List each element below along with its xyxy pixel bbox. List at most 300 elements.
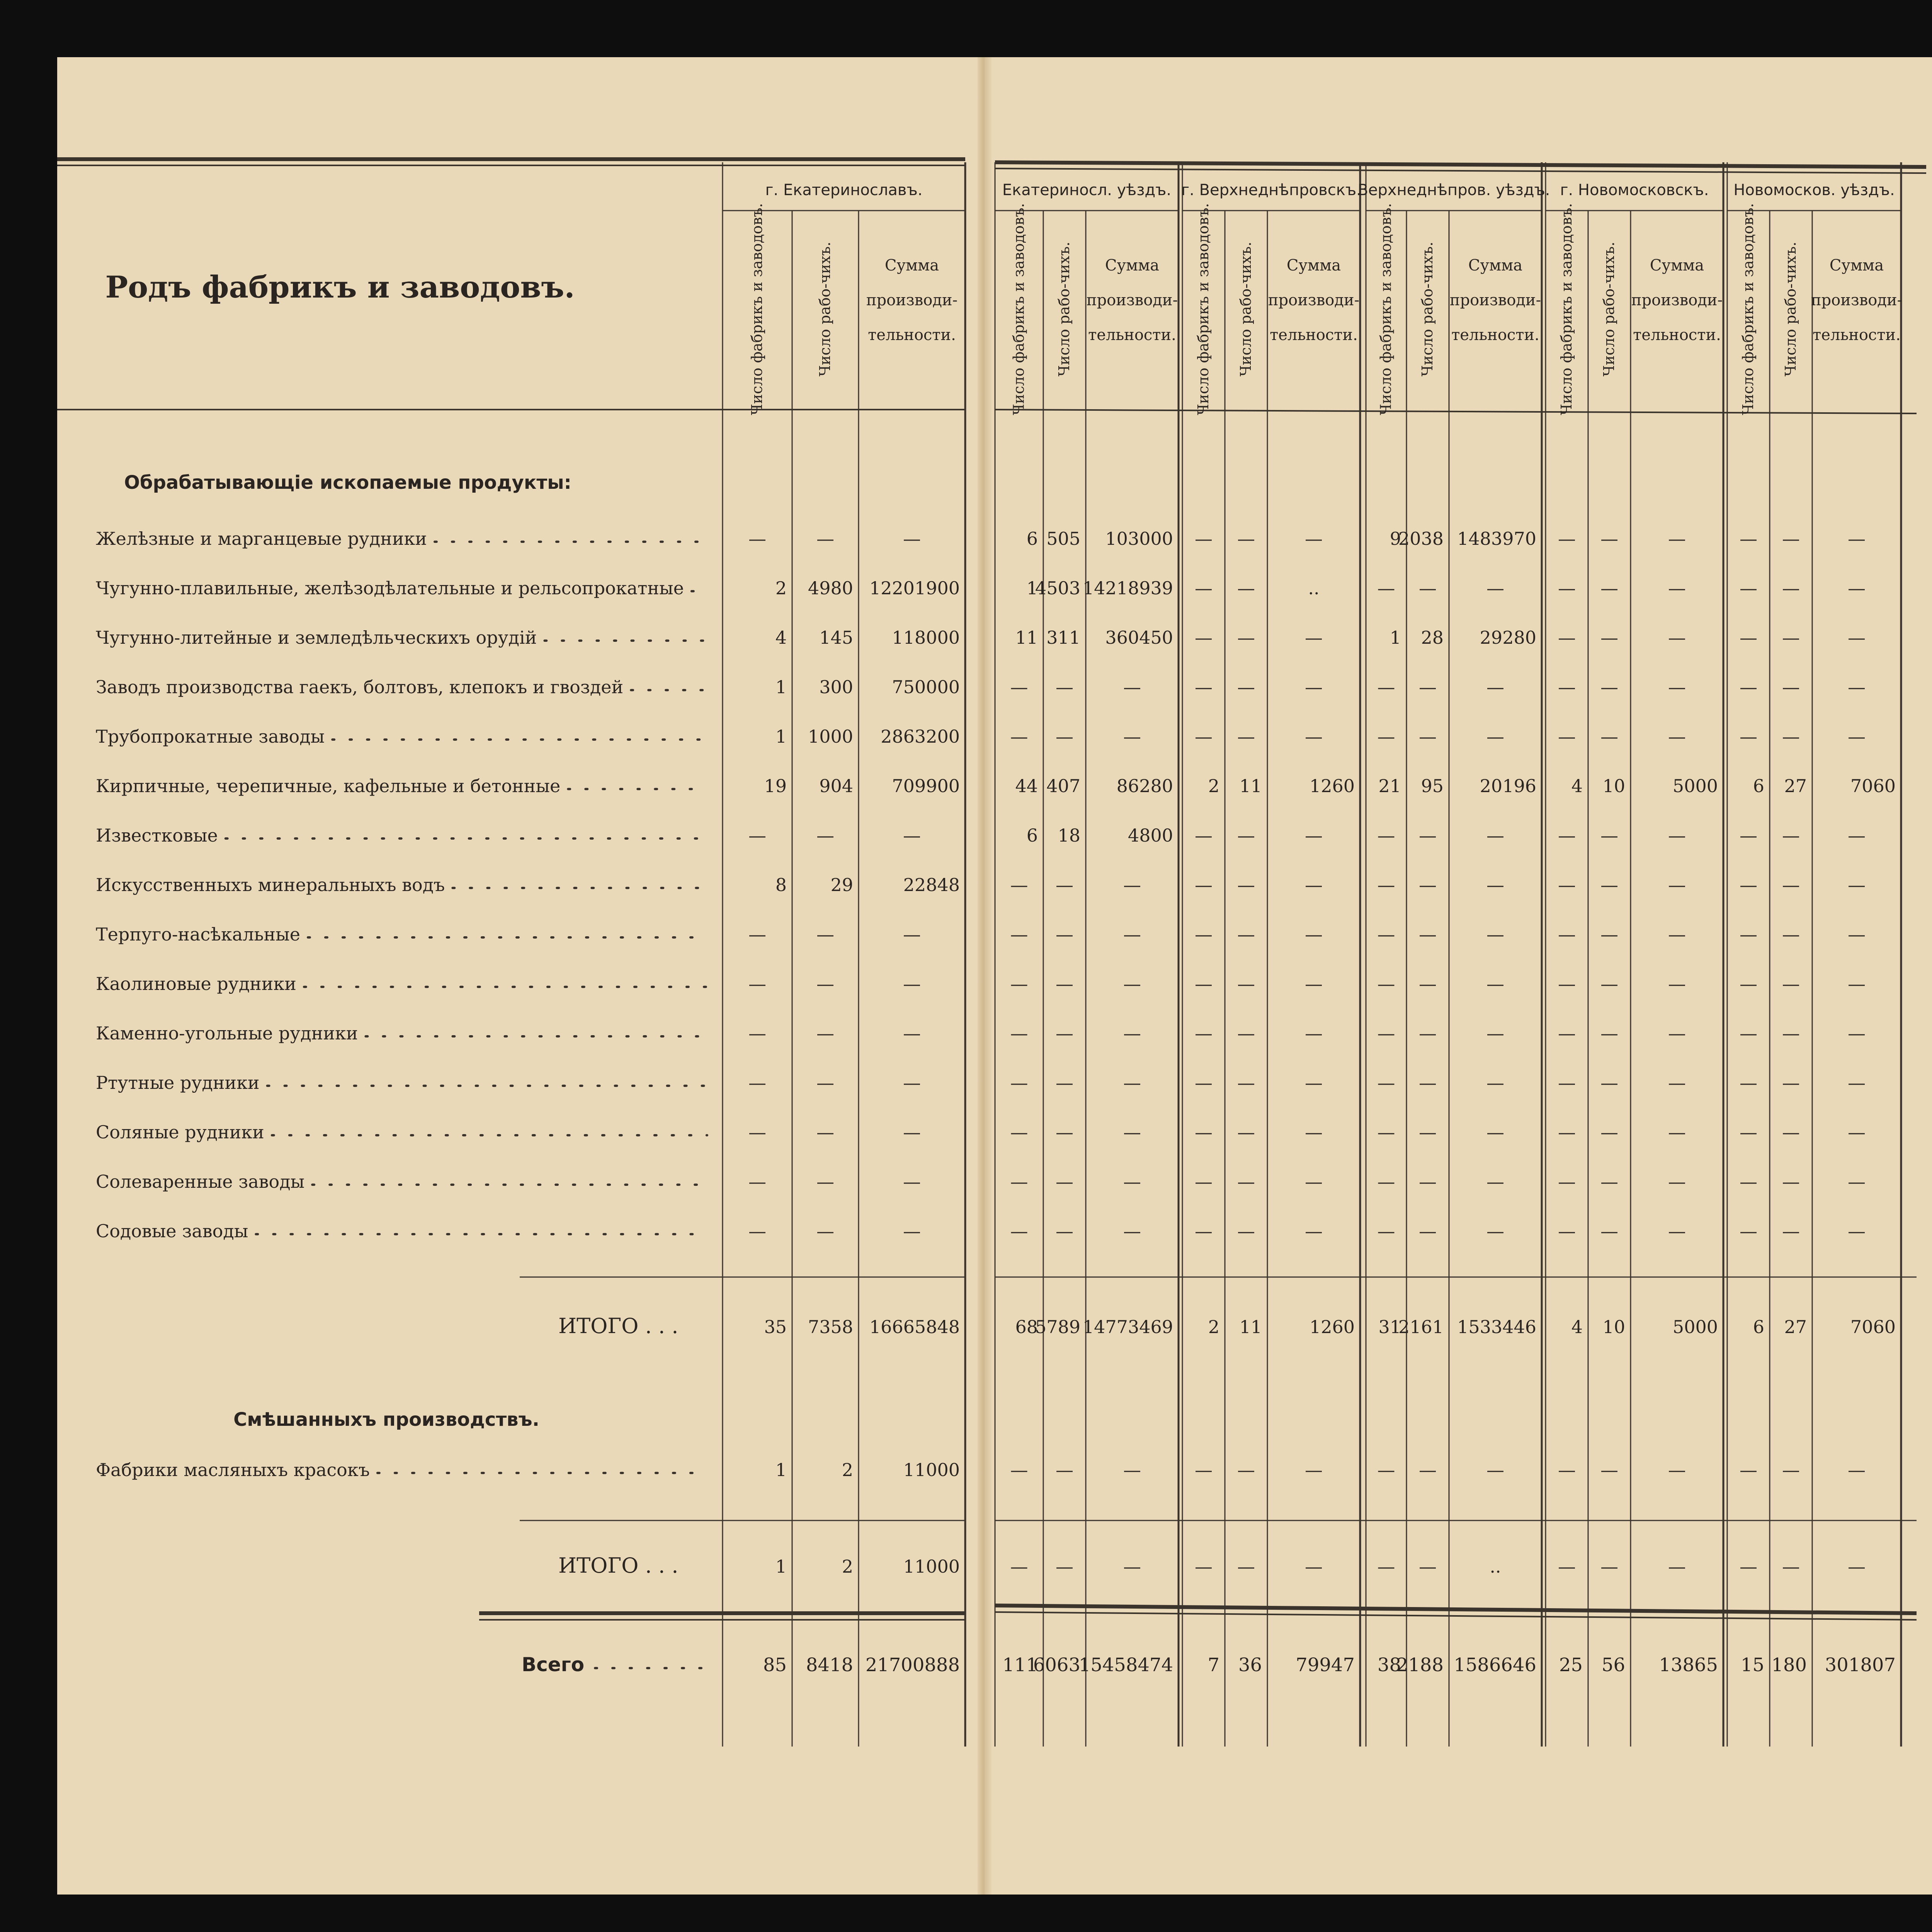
table-cell: — — [1782, 1072, 1800, 1093]
table-cell: — — [1600, 1023, 1618, 1044]
table-cell: — — [1056, 874, 1073, 895]
subtotal-cell: — — [1195, 1556, 1213, 1577]
table-cell: — — [816, 973, 834, 994]
subtotal-cell: 1533446 — [1457, 1316, 1536, 1337]
rows.4-label: Трубопрокатные заводы — [96, 726, 325, 747]
table-cell: — — [1558, 973, 1576, 994]
table-cell: — — [1740, 973, 1757, 994]
table-cell: — — [1056, 726, 1073, 747]
table-cell: — — [1123, 874, 1141, 895]
table-cell: — — [1558, 1122, 1576, 1143]
table-cell: — — [816, 1122, 834, 1143]
table-cell: — — [1123, 1171, 1141, 1192]
subtotal-cell: — — [1782, 1556, 1800, 1577]
table-cell: 1260 — [1309, 776, 1355, 796]
table-cell: .. — [1308, 578, 1320, 599]
table-cell: — — [1056, 1459, 1073, 1480]
table-cell: — — [1419, 1122, 1437, 1143]
table-cell: — — [1600, 1171, 1618, 1192]
table-cell: — — [1486, 825, 1504, 846]
table-cell: 505 — [1046, 528, 1080, 549]
table-cell: — — [748, 528, 766, 549]
table-cell: — — [1237, 578, 1255, 599]
table-cell: 6 — [1753, 776, 1764, 796]
grand-total-cell: 79947 — [1296, 1654, 1355, 1676]
total-rule — [995, 1605, 1917, 1613]
table-cell: — — [748, 1171, 766, 1192]
group-title: Новомосков. уѣздъ. — [1733, 181, 1895, 199]
table-cell: — — [1419, 1023, 1437, 1044]
subtotal-cell: — — [1740, 1556, 1757, 1577]
table-cell: 904 — [819, 776, 853, 796]
table-cell: — — [816, 1171, 834, 1192]
table-cell: — — [1195, 1023, 1213, 1044]
table-cell: — — [1377, 1459, 1395, 1480]
sum-column-header: производи- — [1086, 291, 1178, 309]
table-cell: — — [903, 825, 921, 846]
table-cell: 311 — [1046, 627, 1080, 648]
table-cell: — — [1782, 973, 1800, 994]
table-cell: — — [1782, 1171, 1800, 1192]
table-cell: — — [1782, 924, 1800, 945]
table-cell: — — [1740, 924, 1757, 945]
subtotal-cell: 14773469 — [1082, 1316, 1173, 1337]
table-cell: 1 — [775, 677, 787, 697]
sum-column-header: производи- — [1449, 291, 1541, 309]
table-cell: 2038 — [1398, 528, 1444, 549]
table-cell: — — [1668, 874, 1686, 895]
table-cell: — — [1782, 578, 1800, 599]
table-cell: 11 — [1239, 776, 1262, 796]
table-cell: — — [1668, 1171, 1686, 1192]
table-cell: — — [1600, 726, 1618, 747]
table-cell: — — [1195, 1459, 1213, 1480]
table-cell: — — [1486, 874, 1504, 895]
table-cell: — — [1486, 973, 1504, 994]
subtotal-label: ИТОГО . . . — [558, 1553, 679, 1578]
table-cell: — — [1195, 677, 1213, 697]
table-cell: — — [1123, 1122, 1141, 1143]
table-cell: — — [1848, 528, 1866, 549]
table-cell: — — [1237, 1023, 1255, 1044]
table-cell: — — [1010, 874, 1028, 895]
header-rule — [995, 410, 1917, 413]
table-cell: — — [1237, 627, 1255, 648]
table-cell: — — [1848, 1072, 1866, 1093]
table-cell: — — [1377, 874, 1395, 895]
table-cell: 1 — [775, 726, 787, 747]
table-cell: — — [1486, 1221, 1504, 1242]
table-cell: — — [1668, 973, 1686, 994]
table-cell: — — [1558, 1171, 1576, 1192]
table-cell: — — [1558, 528, 1576, 549]
table-cell: — — [1848, 1023, 1866, 1044]
table-cell: 86280 — [1116, 776, 1173, 796]
rows.8-label: Терпуго-насѣкальные — [96, 924, 300, 945]
rows.2-label: Чугунно-литейные и земледѣльческихъ орудій — [96, 627, 537, 648]
table-cell: — — [1782, 825, 1800, 846]
table-cell: — — [1848, 1221, 1866, 1242]
factories-column-header: Число фабрикъ и заводовъ. — [748, 203, 765, 415]
subtotal-cell: — — [1237, 1556, 1255, 1577]
grand-total-cell: 21700888 — [865, 1654, 960, 1676]
table-cell: 29280 — [1480, 627, 1536, 648]
subtotal-cell: — — [1123, 1556, 1141, 1577]
table-cell: 7060 — [1850, 776, 1896, 796]
workers-column-header: Число рабо-чихъ. — [816, 242, 833, 377]
table-cell: — — [1305, 1459, 1323, 1480]
table-cell: — — [1419, 578, 1437, 599]
workers-column-header: Число рабо-чихъ. — [1782, 242, 1799, 377]
subtotal-cell: 1260 — [1309, 1316, 1355, 1337]
grand-total-cell: 36 — [1238, 1654, 1262, 1676]
subtotal-cell: 27 — [1784, 1316, 1807, 1337]
subtotal-cell: 6 — [1753, 1316, 1764, 1337]
table-cell: — — [1600, 1459, 1618, 1480]
subtotal-cell: 7060 — [1850, 1316, 1896, 1337]
table-cell: — — [1848, 1459, 1866, 1480]
table-cell: 11 — [1015, 627, 1038, 648]
table-cell: — — [1056, 973, 1073, 994]
factories-column-header: Число фабрикъ и заводовъ. — [1195, 203, 1212, 415]
table-cell: — — [1600, 973, 1618, 994]
subtotal-cell: — — [1558, 1556, 1576, 1577]
table-cell: — — [1305, 1221, 1323, 1242]
subtotal-cell: 10 — [1602, 1316, 1625, 1337]
sum-column-header: производи- — [1268, 291, 1360, 309]
table-cell: — — [1600, 825, 1618, 846]
table-cell: — — [1558, 627, 1576, 648]
table-cell: — — [1668, 627, 1686, 648]
table-cell: 709900 — [892, 776, 960, 796]
table-cell: — — [1419, 726, 1437, 747]
table-cell: — — [1123, 924, 1141, 945]
subtotal-cell: 2161 — [1398, 1316, 1444, 1337]
table-cell: — — [748, 973, 766, 994]
rows.14-label: Содовые заводы — [96, 1221, 248, 1242]
table-cell: — — [1782, 1221, 1800, 1242]
table-cell: — — [1305, 677, 1323, 697]
section-title-mineral: Обрабатывающіе ископаемые продукты: — [124, 472, 571, 493]
table-cell: — — [1782, 874, 1800, 895]
factories-column-header: Число фабрикъ и заводовъ. — [1010, 203, 1027, 415]
table-cell: — — [1558, 1023, 1576, 1044]
table-cell: — — [1848, 578, 1866, 599]
table-cell: — — [816, 528, 834, 549]
table-cell: — — [1419, 924, 1437, 945]
table-cell: — — [1848, 726, 1866, 747]
table-cell: — — [1740, 874, 1757, 895]
subtotal-cell: 2 — [842, 1556, 853, 1577]
table-cell: — — [1600, 1221, 1618, 1242]
table-cell: — — [1419, 973, 1437, 994]
sum-column-header: Сумма — [1105, 257, 1160, 274]
table-cell: — — [1237, 1221, 1255, 1242]
grand-total-cell: 111 — [1002, 1654, 1038, 1676]
table-cell: 4 — [775, 627, 787, 648]
grand-total-cell: 6063 — [1033, 1654, 1080, 1676]
subtotal-cell: 11000 — [903, 1556, 960, 1577]
table-cell: — — [1600, 627, 1618, 648]
table-cell: 6 — [1026, 528, 1038, 549]
table-cell: — — [1377, 973, 1395, 994]
table-cell: — — [1056, 1072, 1073, 1093]
workers-column-header: Число рабо-чихъ. — [1419, 242, 1436, 377]
factories-column-header: Число фабрикъ и заводовъ. — [1558, 203, 1575, 415]
grand-total-cell: 180 — [1771, 1654, 1807, 1676]
sum-column-header: тельности. — [1451, 326, 1539, 344]
table-cell: — — [1600, 1072, 1618, 1093]
table-cell: — — [1377, 1023, 1395, 1044]
rows.10-label: Каменно-угольные рудники — [96, 1023, 358, 1044]
table-cell: 4800 — [1128, 825, 1173, 846]
table-cell: 4980 — [808, 578, 853, 599]
table-cell: — — [1558, 825, 1576, 846]
table-cell: — — [748, 1023, 766, 1044]
table-cell: — — [1486, 1122, 1504, 1143]
table-cell: — — [1486, 1459, 1504, 1480]
table-cell: — — [1237, 825, 1255, 846]
grand-total-label: Всего — [522, 1653, 585, 1676]
table-cell: 360450 — [1105, 627, 1173, 648]
table-cell: 1 — [1389, 627, 1401, 648]
table-cell: — — [1419, 1221, 1437, 1242]
table-cell: — — [1782, 1023, 1800, 1044]
rows.5-label: Кирпичные, черепичные, кафельные и бетонные — [96, 776, 561, 796]
table-cell: 28 — [1421, 627, 1444, 648]
table-cell: — — [1305, 973, 1323, 994]
table-cell: — — [1740, 528, 1757, 549]
table-cell: 1483970 — [1457, 528, 1536, 549]
table-cell: 9 — [1389, 528, 1401, 549]
table-cell: — — [1668, 726, 1686, 747]
subtotal-cell: — — [1377, 1556, 1395, 1577]
table-cell: — — [1600, 528, 1618, 549]
table-cell: — — [1377, 1122, 1395, 1143]
table-cell: — — [1419, 1171, 1437, 1192]
table-cell: — — [1419, 1072, 1437, 1093]
table-cell: — — [903, 973, 921, 994]
table-cell: — — [1237, 528, 1255, 549]
table-cell: — — [1740, 726, 1757, 747]
workers-column-header: Число рабо-чихъ. — [1237, 242, 1254, 377]
table-cell: — — [1740, 1072, 1757, 1093]
table-cell: — — [1010, 1221, 1028, 1242]
table-cell: — — [1377, 825, 1395, 846]
table-cell: — — [1056, 1171, 1073, 1192]
table-cell: — — [1305, 874, 1323, 895]
table-cell: — — [1237, 1171, 1255, 1192]
subtotal-cell: 5789 — [1035, 1316, 1080, 1337]
grand-total-cell: 15 — [1740, 1654, 1764, 1676]
table-cell: — — [1600, 1122, 1618, 1143]
rows.11-label: Ртутные рудники — [96, 1072, 260, 1093]
table-cell: — — [1600, 924, 1618, 945]
table-cell: — — [1740, 1459, 1757, 1480]
table-cell: 118000 — [892, 627, 960, 648]
table-cell: — — [1486, 726, 1504, 747]
table-cell: — — [1377, 578, 1395, 599]
table-cell: — — [1668, 1072, 1686, 1093]
subtotal-cell: 31 — [1378, 1316, 1401, 1337]
table-cell: — — [1486, 924, 1504, 945]
table-cell: — — [1486, 677, 1504, 697]
grand-total-cell: 15458474 — [1078, 1654, 1173, 1676]
grand-total-cell: 38 — [1377, 1654, 1401, 1676]
table-cell: — — [1419, 874, 1437, 895]
table-cell: — — [1237, 1459, 1255, 1480]
table-cell: — — [1486, 1072, 1504, 1093]
table-cell: 6 — [1026, 825, 1038, 846]
table-cell: — — [1668, 924, 1686, 945]
table-cell: 20196 — [1480, 776, 1536, 796]
table-cell: 14218939 — [1082, 578, 1173, 599]
sum-column-header: Сумма — [884, 257, 939, 274]
table-cell: — — [1195, 924, 1213, 945]
table-cell: — — [1668, 677, 1686, 697]
table-cell: — — [748, 1221, 766, 1242]
table-cell: 10 — [1602, 776, 1625, 796]
workers-column-header: Число рабо-чихъ. — [1600, 242, 1617, 377]
table-cell: — — [1782, 677, 1800, 697]
table-cell: — — [1668, 1459, 1686, 1480]
table-cell: — — [1123, 1221, 1141, 1242]
table-cell: — — [1305, 1072, 1323, 1093]
table-cell: — — [1782, 528, 1800, 549]
grand-total-cell: 85 — [763, 1654, 787, 1676]
table-cell: 2 — [1208, 776, 1219, 796]
subtotal-label: ИТОГО . . . — [558, 1314, 679, 1338]
table-cell: — — [1377, 1072, 1395, 1093]
subtotal-cell: — — [1600, 1556, 1618, 1577]
top-rule — [995, 168, 1926, 173]
table-cell: — — [1848, 924, 1866, 945]
subtotal-cell: 5000 — [1672, 1316, 1718, 1337]
table-cell: 11000 — [903, 1459, 960, 1480]
table-cell: 145 — [819, 627, 853, 648]
sum-column-header: Сумма — [1650, 257, 1704, 274]
grand-total-cell: 7 — [1208, 1654, 1219, 1676]
table-cell: — — [1419, 825, 1437, 846]
grand-total-cell: 25 — [1559, 1654, 1583, 1676]
table-cell: — — [1056, 1221, 1073, 1242]
grand-total-cell: 2188 — [1396, 1654, 1444, 1676]
table-cell: — — [1305, 1171, 1323, 1192]
table-cell: — — [1419, 1459, 1437, 1480]
table-cell: — — [1377, 924, 1395, 945]
table-cell: — — [1010, 1459, 1028, 1480]
table-cell: 44 — [1015, 776, 1038, 796]
table-cell: — — [1419, 677, 1437, 697]
table-cell: — — [1010, 1023, 1028, 1044]
grand-total-cell: 13865 — [1659, 1654, 1718, 1676]
rows.0-label: Желѣзные и марганцевые рудники — [96, 528, 427, 549]
table-cell: — — [1740, 1221, 1757, 1242]
table-cell: — — [1668, 1023, 1686, 1044]
table-cell: — — [1668, 1221, 1686, 1242]
table-cell: — — [903, 1221, 921, 1242]
table-cell: — — [1237, 677, 1255, 697]
table-cell: — — [1305, 1023, 1323, 1044]
table-cell: — — [1056, 677, 1073, 697]
table-cell: 29 — [830, 874, 853, 895]
table-cell: — — [1010, 677, 1028, 697]
table-cell: — — [1237, 924, 1255, 945]
table-cell: — — [1558, 1459, 1576, 1480]
table-cell: 8 — [775, 874, 787, 895]
table-cell: — — [1195, 874, 1213, 895]
table-cell: — — [1237, 1122, 1255, 1143]
table-cell: — — [1195, 1122, 1213, 1143]
table-cell: — — [1600, 874, 1618, 895]
table-cell: 12201900 — [869, 578, 960, 599]
sum-column-header: тельности. — [1270, 326, 1358, 344]
table-cell: — — [1486, 578, 1504, 599]
table-cell: 19 — [764, 776, 787, 796]
table-cell: — — [1600, 578, 1618, 599]
table-cell: 18 — [1058, 825, 1080, 846]
table-cell: — — [1305, 726, 1323, 747]
table-cell: 2863200 — [881, 726, 960, 747]
table-cell: — — [1010, 924, 1028, 945]
subtotal-cell: 7358 — [808, 1316, 853, 1337]
table-cell: — — [1123, 1023, 1141, 1044]
table-cell: — — [1377, 677, 1395, 697]
table-cell: — — [1305, 627, 1323, 648]
sum-column-header: тельности. — [1633, 326, 1721, 344]
table-cell: — — [1740, 825, 1757, 846]
table-cell: 4503 — [1035, 578, 1080, 599]
table-cell: — — [1123, 677, 1141, 697]
table-cell: — — [1195, 578, 1213, 599]
mixed_rows.0-label: Фабрики масляныхъ красокъ — [96, 1459, 370, 1480]
subtotal-cell: 35 — [764, 1316, 787, 1337]
table-cell: — — [1056, 924, 1073, 945]
table-cell: 4 — [1571, 776, 1583, 796]
group-title: г. Екатеринославъ. — [765, 181, 923, 199]
table-cell: — — [1848, 1122, 1866, 1143]
table-cell: — — [1123, 726, 1141, 747]
rows.13-label: Солеваренные заводы — [96, 1171, 305, 1192]
table-cell: — — [1237, 874, 1255, 895]
table-cell: — — [1740, 1023, 1757, 1044]
table-cell: 22848 — [903, 874, 960, 895]
table-cell: — — [1558, 924, 1576, 945]
grand-total-cell: 8418 — [806, 1654, 853, 1676]
table-cell: — — [816, 1072, 834, 1093]
table-cell: — — [1195, 726, 1213, 747]
table-cell: — — [1782, 726, 1800, 747]
table-cell: — — [1305, 924, 1323, 945]
table-cell: — — [816, 1221, 834, 1242]
subtotal-cell: 11 — [1239, 1316, 1262, 1337]
subtotal-cell: — — [1056, 1556, 1073, 1577]
subtotal-cell: — — [1305, 1556, 1323, 1577]
subtotal-cell: — — [1419, 1556, 1437, 1577]
table-cell: 407 — [1046, 776, 1080, 796]
subtotal-cell: 2 — [1208, 1316, 1219, 1337]
sum-column-header: тельности. — [1813, 326, 1901, 344]
sum-column-header: тельности. — [1088, 326, 1176, 344]
table-cell: — — [1668, 578, 1686, 599]
table-cell: — — [903, 1122, 921, 1143]
table-cell: — — [1782, 627, 1800, 648]
table-cell: — — [1195, 973, 1213, 994]
table-cell: — — [1056, 1122, 1073, 1143]
table-cell: — — [816, 1023, 834, 1044]
table-cell: — — [816, 924, 834, 945]
group-title: Екатериносл. уѣздъ. — [1002, 181, 1172, 199]
